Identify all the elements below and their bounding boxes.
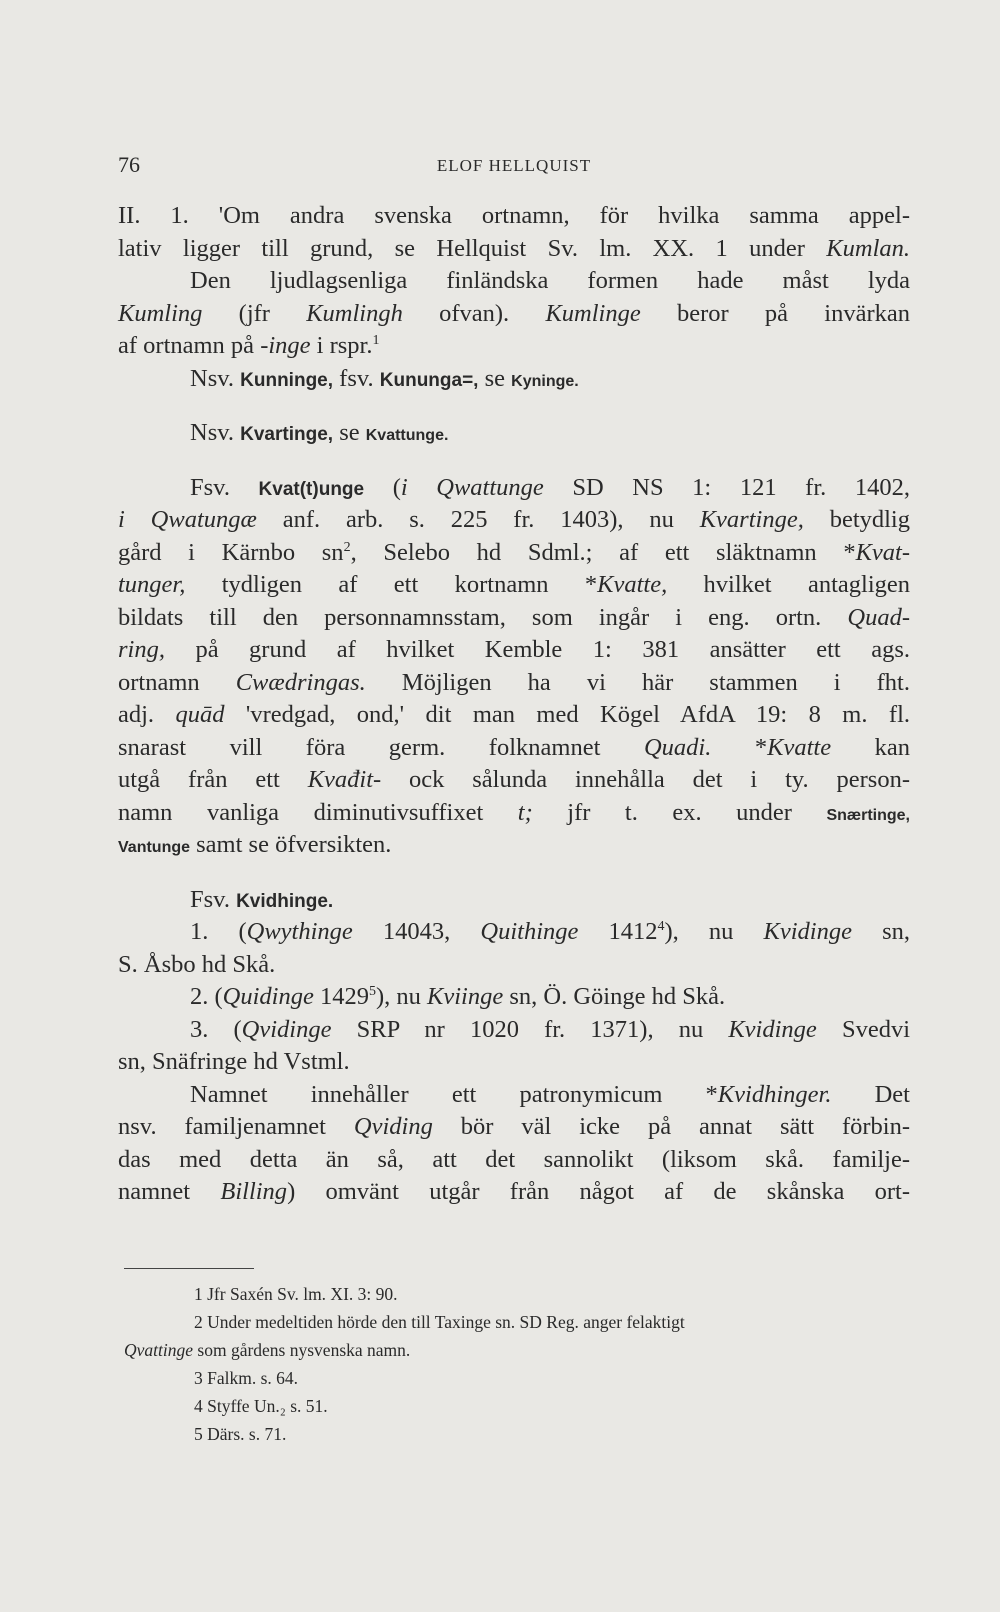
main-text	[118, 200, 910, 1209]
footnote-rule	[124, 1268, 254, 1269]
text-line: 1. (Qwythinge 14043, Quithinge 1412$^4$), nu Kvidinge sn,	[190, 918, 910, 945]
text-line: 3. (Qvidinge SRP nr 1020 fr. 1371), nu Kvidinge Svedvi	[190, 1015, 910, 1043]
text-line: sn, Snäfringe hd Vstml.	[118, 1048, 350, 1075]
running-title: ELOF HELLQUIST	[436, 156, 592, 175]
text-line: Namnet innehåller ett patronymicum *Kvidhinger. Det	[190, 1080, 910, 1108]
text-line: ortnamn Cwædringas. Möjligen ha vi här stammen i fht.	[118, 668, 910, 696]
text-line: ring, på grund af hvilket Kemble 1: 381 ansätter ett ags.	[118, 636, 910, 663]
text-line: utgå från ett Kvađit- ock sålunda innehålla det i ty. person-	[118, 766, 910, 793]
text-line: bildats till den personnamnsstam, som ingår i eng. ortn. Quad-	[118, 603, 910, 631]
text-line: adj. quād 'vredgad, ond,' dit man med Kögel AfdA 19: 8 m. fl.	[118, 701, 910, 728]
text-line: namnet Billing) omvänt utgår från något af de skånska ort-	[118, 1178, 910, 1205]
entry-kunninge: Nsv. Kunninge, fsv. Kununga=, se Kyninge.	[190, 364, 579, 392]
page-header	[118, 152, 910, 182]
text-line: nsv. familjenamnet Qviding bör väl icke på annat sätt förbin-	[118, 1113, 910, 1140]
text-line: S. Åsbo hd Skå.	[118, 950, 276, 978]
text-line: lativ ligger till grund, se Hellquist Sv. lm. XX. 1 under Kumlan.	[118, 234, 910, 262]
footnote: 4 Styffe Un.₂ s. 51.	[194, 1396, 328, 1416]
page-number: 76	[118, 152, 140, 177]
footnote: 2 Under medeltiden hörde den till Taxinge sn. SD Reg. anger felaktigt	[194, 1312, 685, 1332]
text-line: II. 1. 'Om andra svenska ortnamn, för hvilka samma appel-	[118, 202, 910, 229]
text-line: i Qwatungæ anf. arb. s. 225 fr. 1403), nu Kvartinge, betydlig	[118, 506, 910, 533]
entry-kvartinge: Nsv. Kvartinge, se Kvattunge.	[190, 419, 449, 446]
text-line: af ortnamn på -inge i rspr.$^1$	[118, 332, 380, 359]
entry-kvidhinge: Fsv. Kvidhinge.	[190, 885, 334, 913]
text-line: Kumling (jfr Kumlingh ofvan). Kumlinge beror på invärkan	[118, 299, 910, 327]
text-line: snarast vill föra germ. folknamnet Quadi. *Kvatte kan	[118, 733, 910, 761]
text-line: Den ljudlagsenliga finländska formen hade måst lyda	[190, 267, 910, 294]
text-line: das med detta än så, att det sannolikt (liksom skå. familje-	[118, 1145, 910, 1173]
footnote: 3 Falkm. s. 64.	[194, 1368, 299, 1388]
footnotes	[124, 1280, 924, 1448]
footnote: 5 Därs. s. 71.	[194, 1424, 287, 1444]
footnote-cont: Qvattinge som gårdens nysvenska namn.	[124, 1340, 411, 1360]
text-line: tunger, tydligen af ett kortnamn *Kvatte, hvilket antagligen	[118, 571, 910, 598]
entry-kvattunge: Fsv. Kvat(t)unge (i Qwattunge SD NS 1: 121 fr. 1402,	[190, 473, 910, 501]
text-line: namn vanliga diminutivsuffixet t; jfr t. ex. under Snærtinge,	[118, 798, 910, 826]
footnote: 1 Jfr Saxén Sv. lm. XI. 3: 90.	[194, 1284, 398, 1304]
text-line: Vantunge samt se öfversikten.	[118, 831, 392, 858]
text-line: 2. (Quidinge 1429$^5$), nu Kviinge sn, Ö. Göinge hd Skå.	[190, 983, 726, 1010]
text-line: gård i Kärnbo $sn^2$, Selebo hd Sdml.; af ett släktnamn *Kvat-	[118, 538, 911, 566]
